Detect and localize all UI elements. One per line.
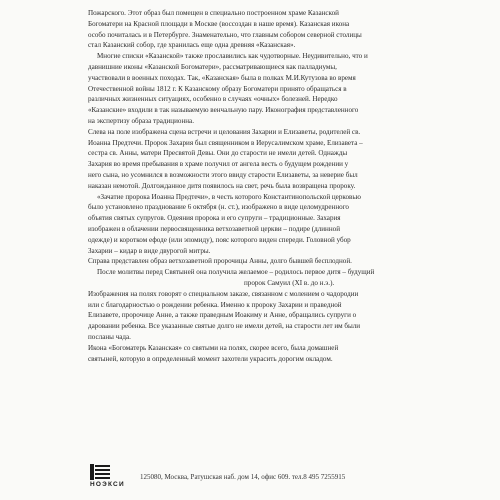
text-line: Многие списки «Казанской» также прославились как чудотворные. Неудивительно, что и <box>97 52 368 61</box>
text-line: сестра св. Анны, матери Пресвятой Девы. Они до старости не имели детей. Однажды <box>88 149 348 158</box>
text-line: Захария во время пребывания в храме получил от ангела весть о будущем рождении у <box>88 160 349 169</box>
text-line: пророк Самуил (XI в. до н.э.). <box>244 278 335 287</box>
text-line: объятия святых супругов. Одеяния пророка и его супруги – традиционные. Захария <box>88 214 341 223</box>
text-line: него сына, но усомнился в возможности этого ввиду старости Елизаветы, за неверие был <box>88 170 358 179</box>
text-line: Захарии – кидар в виде двурогой митры. <box>88 246 211 255</box>
text-line: стал Казанский собор, где хранилась еще одна древняя «Казанская». <box>88 41 296 50</box>
text-line: давнишние иконы «Казанской Богоматери», рассматривающиеся как палладиумы, <box>88 62 337 71</box>
text-line: различных жизненных ситуациях, особенно в случаях «очных» болезней. Нередко <box>88 95 338 104</box>
text-line: Елизавете, пророчице Анне, а также праведным Иоакиму и Анне, обращались супруги о <box>88 311 357 320</box>
text-line: Справа представлен образ ветхозаветной пророчицы Анны, долго бывшей бесплодной. <box>88 257 352 266</box>
text-line: святыней, которую в определенный момент захотели украсить дорогим окладом. <box>88 354 333 363</box>
company-address: 125080, Москва, Ратушская наб. дом 14, офис 609. тел.8 495 7255915 <box>140 473 346 481</box>
text-line: на экспертизу образа традиционна. <box>88 116 194 125</box>
logo-mark-icon <box>90 464 110 480</box>
text-line: Изображения на полях говорят о специальном заказе, связанном с молением о чадородии <box>88 289 359 298</box>
text-line: даровании ребенка. Все указанные святые долго не имели детей, на старости лет им были <box>88 322 361 331</box>
text-line: или с благодарностью о рождении ребенка. Именно к пророку Захарии и праведной <box>88 300 342 309</box>
text-line: Икона «Богоматерь Казанская» со святыми на полях, скорее всего, была домашней <box>88 343 339 352</box>
text-line: «Зачатие пророка Иоанна Предтечи», в честь которого Константинопольской церковью <box>97 192 361 201</box>
page-footer <box>88 463 492 493</box>
text-line: Богоматери на Красной площади в Москве (воссоздан в наше время). Казанская икона <box>88 19 350 28</box>
text-line: «Казанские» входили в так называемую венчальную пару. Иконография представленного <box>88 106 359 115</box>
document-body <box>88 8 492 364</box>
text-line: наказан немотой. Долгожданное дитя появилось на свет, речь была возвращена пророку. <box>88 181 356 190</box>
text-line: одежде) и коротком ефоде (или эпомиду), пояс которого виден спереди. Головной убор <box>88 235 351 244</box>
text-line: Иоанна Предтечи. Пророк Захария был священником в Иерусалимском храме, Елизавета – <box>88 138 363 147</box>
text-line: После молитвы перед Святыней она получила желаемое – родилось первое дитя – будущий <box>97 268 375 277</box>
text-line: изображен в облачении первосвященника ветхозаветной церкви – подире (длинной <box>88 224 340 233</box>
text-line: было установлено празднование 6 октября (н. ст.), изображено в виде целомудренного <box>88 203 349 212</box>
logo-text: НОЭКСИ <box>90 481 125 488</box>
text-line: Пожарского. Этот образ был помещен в специально построенном храме Казанской <box>88 9 339 17</box>
text-line: посланы чада. <box>88 332 131 341</box>
text-line: участвовали в военных походах. Так, «Казанская» была в полках М.И.Кутузова во время <box>88 73 356 82</box>
text-line: Отечественной войны 1812 г. К Казанскому образу Богоматери принято обращаться в <box>88 84 347 93</box>
company-logo <box>88 463 132 491</box>
text-line: Слева на поле изображена сцена встречи и целования Захарии и Елизаветы, родителей св. <box>88 127 361 136</box>
text-line: особо почиталась и в Петербурге. Знаменательно, что главным собором северной столицы <box>88 30 362 39</box>
